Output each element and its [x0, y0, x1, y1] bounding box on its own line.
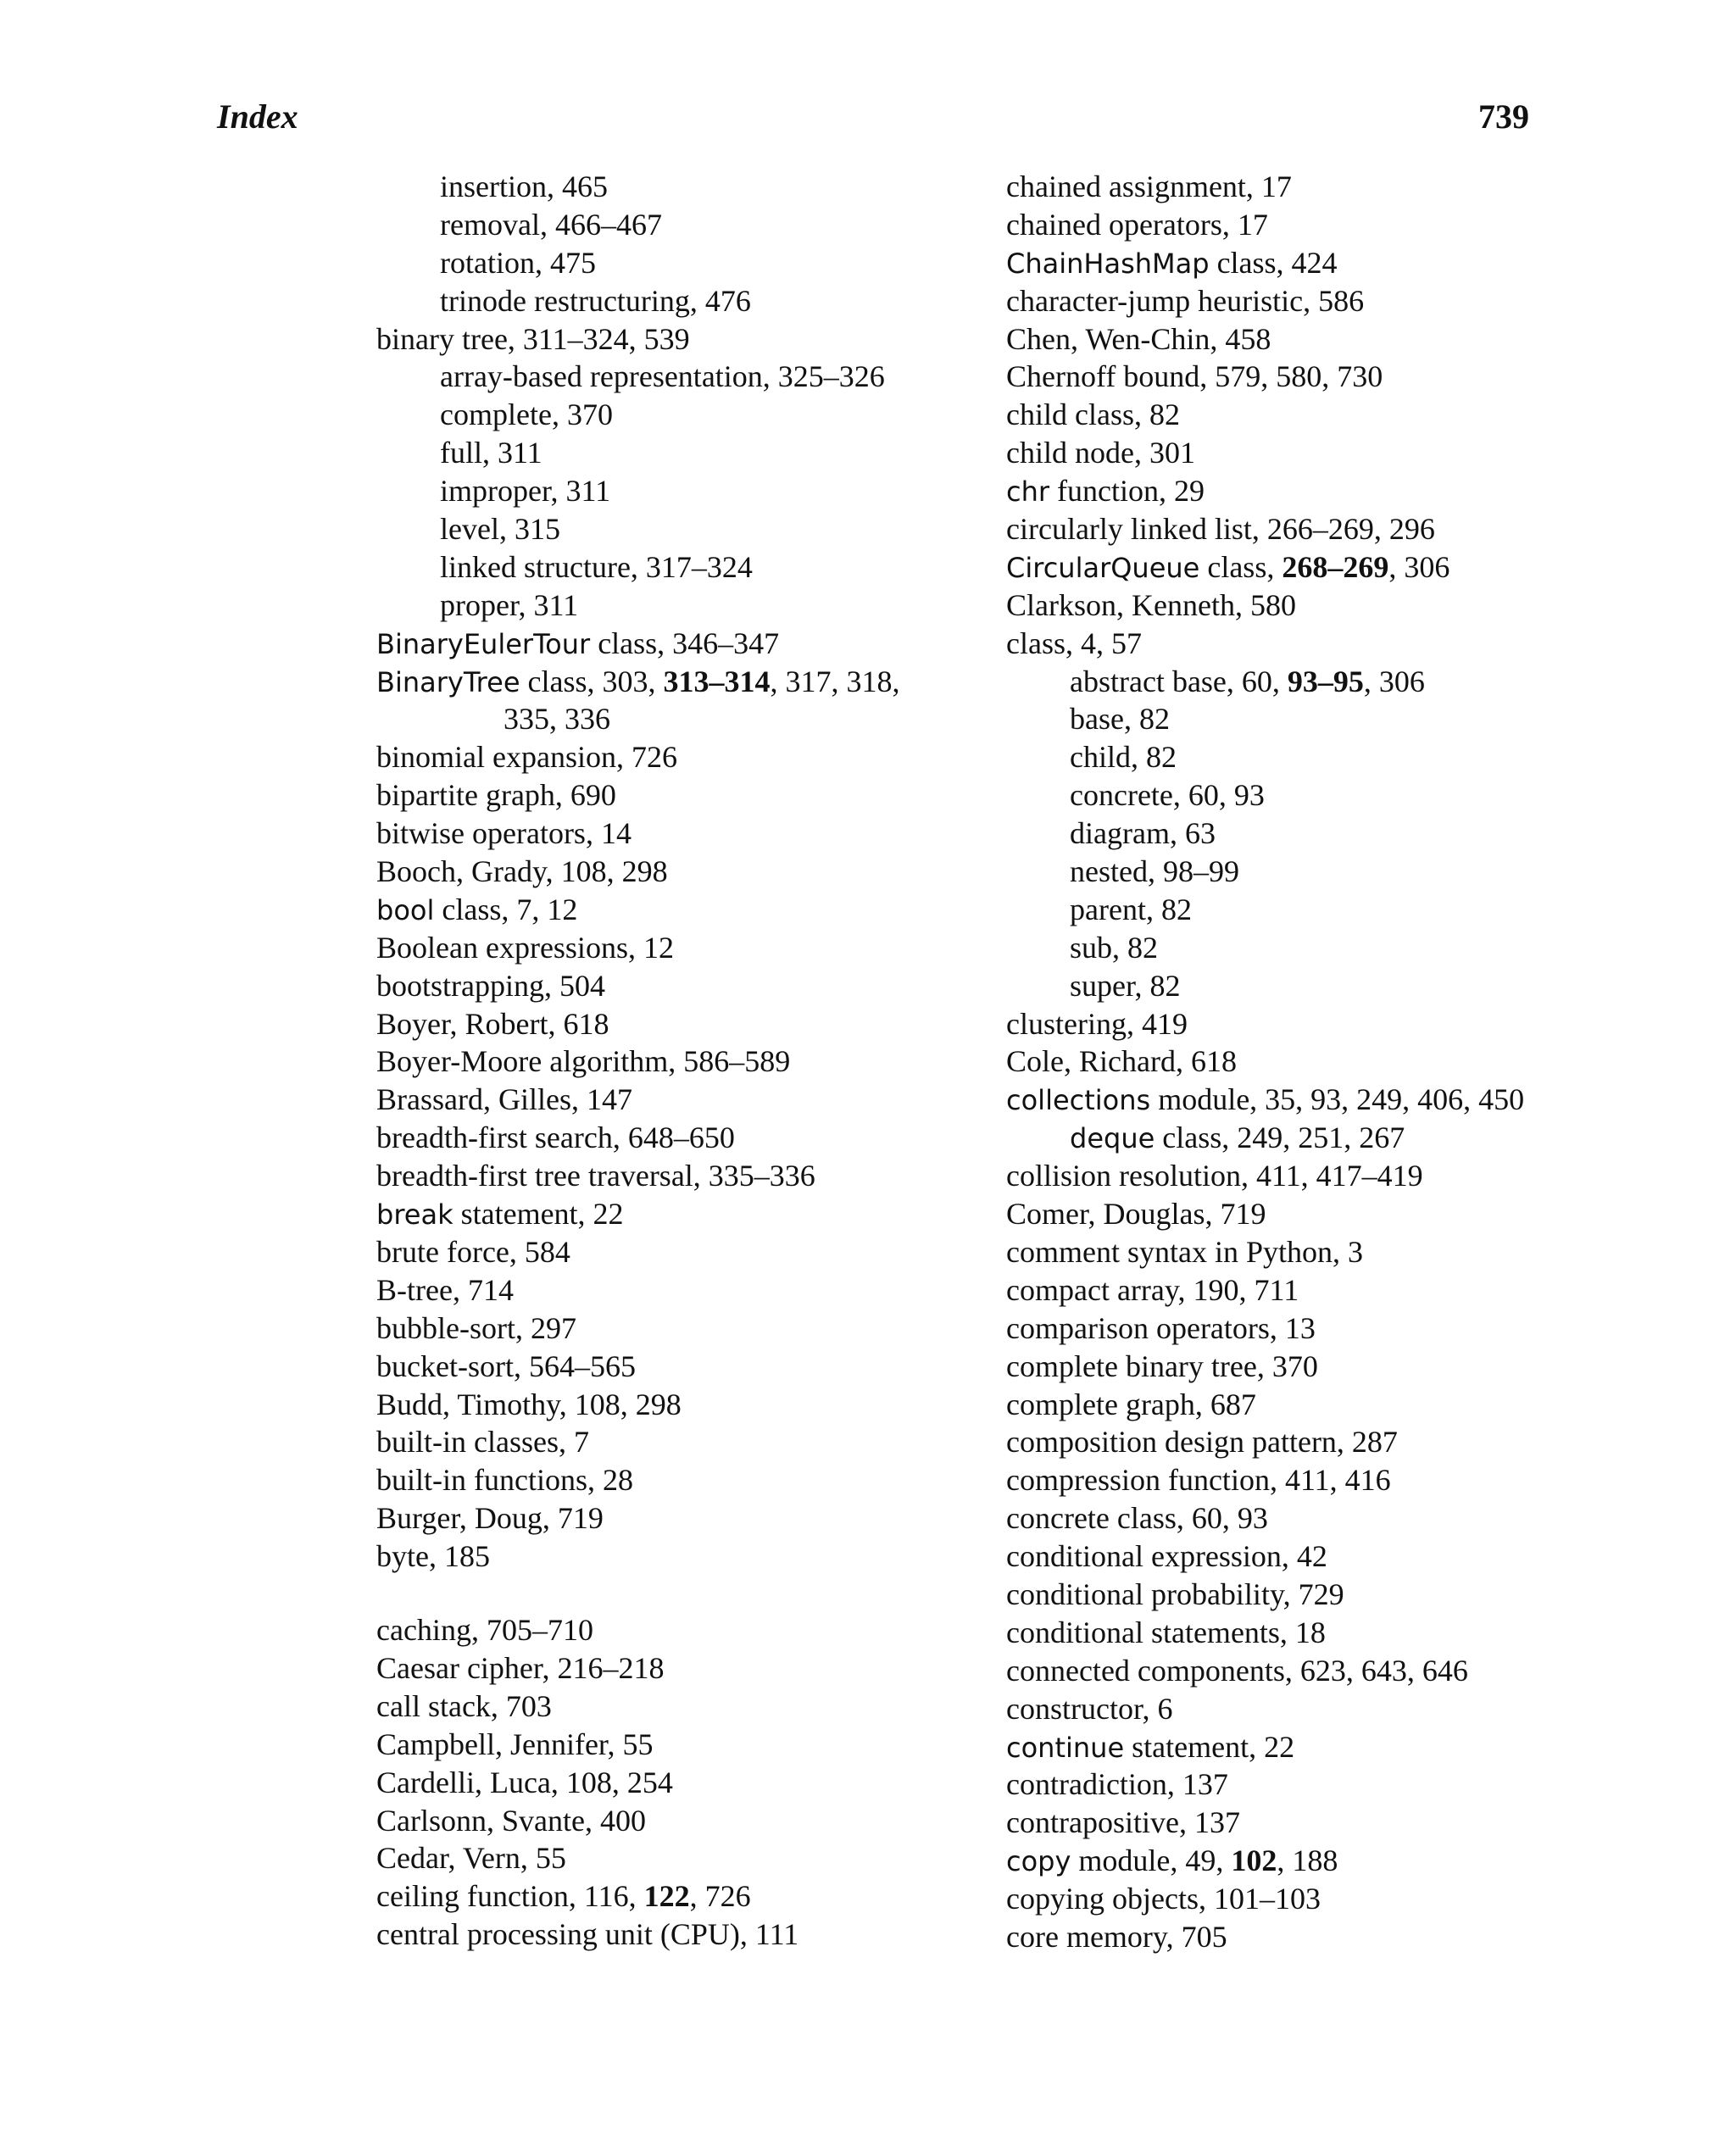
index-entry — [1006, 587, 1549, 625]
index-subentry — [1006, 967, 1549, 1005]
entry-text: bootstrapping, 504 — [376, 968, 605, 1003]
entry-text: complete binary tree, 370 — [1006, 1349, 1318, 1383]
code-keyword: continue — [1006, 1731, 1125, 1764]
index-entry — [376, 776, 987, 815]
code-keyword: BinaryEulerTour — [376, 627, 591, 660]
entry-text: clustering, 419 — [1006, 1006, 1188, 1041]
entry-text: child node, 301 — [1006, 436, 1195, 470]
index-subentry — [376, 282, 987, 320]
index-subentry — [376, 587, 987, 625]
entry-text: class, 303, — [520, 664, 664, 698]
index-entry — [1006, 434, 1549, 472]
entry-text: character-jump heuristic, 586 — [1006, 283, 1365, 318]
index-entry — [1006, 1233, 1549, 1271]
index-subentry — [376, 244, 987, 282]
primary-page-ref: 93–95 — [1287, 664, 1364, 698]
primary-page-ref: 122 — [643, 1879, 690, 1914]
code-keyword: copy — [1006, 1845, 1071, 1878]
index-subentry — [376, 358, 987, 396]
index-entry — [376, 1499, 987, 1538]
entry-text: class, 249, 251, 267 — [1155, 1121, 1405, 1155]
index-entry — [1006, 396, 1549, 434]
index-entry — [376, 967, 987, 1005]
index-entry — [376, 1764, 987, 1802]
entry-text: array-based representation, 325–326 — [440, 359, 885, 394]
primary-page-ref: 268–269 — [1282, 549, 1389, 584]
index-entry — [1006, 1348, 1549, 1386]
entry-text: trinode restructuring, 476 — [440, 283, 751, 318]
entry-text-tail: , 306 — [1388, 549, 1450, 584]
entry-text: ceiling function, 116, — [376, 1879, 644, 1914]
entry-text: chained operators, 17 — [1006, 207, 1268, 242]
index-entry — [1006, 548, 1549, 587]
index-entry — [1006, 1880, 1549, 1918]
entry-text: removal, 466–467 — [440, 207, 662, 242]
entry-text-tail: , 726 — [689, 1879, 751, 1914]
entry-text: Booch, Grady, 108, 298 — [376, 854, 668, 889]
index-entry — [376, 320, 987, 359]
entry-text: bucket-sort, 564–565 — [376, 1349, 636, 1383]
index-entry — [1006, 1386, 1549, 1424]
index-entry — [1006, 1081, 1549, 1119]
index-entry — [376, 1649, 987, 1688]
entry-text: binomial expansion, 726 — [376, 740, 677, 775]
entry-text: full, 311 — [440, 436, 542, 470]
index-entry — [1006, 320, 1549, 359]
index-entry — [376, 1081, 987, 1119]
entry-text: core memory, 705 — [1006, 1919, 1227, 1954]
index-entry — [376, 853, 987, 891]
entry-text: Chernoff bound, 579, 580, 730 — [1006, 359, 1383, 394]
index-entry — [1006, 510, 1549, 548]
entry-text: binary tree, 311–324, 539 — [376, 321, 690, 356]
index-subentry — [1006, 891, 1549, 929]
entry-text: improper, 311 — [440, 474, 611, 509]
entry-text: level, 315 — [440, 512, 560, 547]
entry-text: linked structure, 317–324 — [440, 549, 753, 584]
entry-text: central processing unit (CPU), 111 — [376, 1917, 799, 1952]
index-entry — [1006, 1538, 1549, 1576]
entry-text: Boyer, Robert, 618 — [376, 1006, 609, 1041]
index-entry — [1006, 244, 1549, 282]
entry-text: super, 82 — [1070, 968, 1181, 1003]
index-subentry — [1006, 815, 1549, 853]
index-entry — [376, 1688, 987, 1726]
index-entry — [1006, 358, 1549, 396]
index-subentry — [1006, 700, 1549, 738]
entry-text: function, 29 — [1049, 474, 1205, 509]
index-entry — [376, 1195, 987, 1233]
entry-text-tail: , 317, 318, — [770, 664, 900, 698]
entry-text: constructor, 6 — [1006, 1691, 1173, 1726]
index-subentry — [376, 510, 987, 548]
index-entry — [1006, 1271, 1549, 1310]
entry-text: Boyer-Moore algorithm, 586–589 — [376, 1044, 791, 1079]
entry-text: chained assignment, 17 — [1006, 170, 1292, 203]
index-subentry — [376, 206, 987, 244]
index-entry — [376, 1839, 987, 1877]
entry-text: insertion, 465 — [440, 170, 608, 203]
entry-text: Carlsonn, Svante, 400 — [376, 1803, 646, 1838]
entry-text: class, — [1199, 549, 1283, 584]
entry-text: Chen, Wen-Chin, 458 — [1006, 321, 1271, 356]
index-entry — [376, 738, 987, 776]
index-entry — [376, 1538, 987, 1576]
entry-text-tail: , 188 — [1277, 1843, 1338, 1878]
code-keyword: bool — [376, 893, 435, 926]
index-entry — [376, 1877, 987, 1916]
primary-page-ref: 313–314 — [663, 664, 771, 698]
entry-text: collision resolution, 411, 417–419 — [1006, 1159, 1423, 1193]
entry-text: class, 346–347 — [590, 626, 780, 660]
entry-text-tail: , 306 — [1363, 664, 1425, 698]
entry-text: Budd, Timothy, 108, 298 — [376, 1387, 682, 1421]
index-entry — [376, 1802, 987, 1840]
entry-text: concrete class, 60, 93 — [1006, 1501, 1268, 1536]
entry-text: rotation, 475 — [440, 245, 596, 280]
entry-text: built-in classes, 7 — [376, 1425, 589, 1460]
index-entry — [376, 1348, 987, 1386]
index-entry — [1006, 1157, 1549, 1195]
entry-text: proper, 311 — [440, 587, 579, 622]
entry-text: contradiction, 137 — [1006, 1767, 1228, 1802]
entry-text: connected components, 623, 643, 646 — [1006, 1653, 1468, 1688]
index-entry — [1006, 206, 1549, 244]
index-column-right — [1006, 168, 1549, 1956]
index-entry — [1006, 1461, 1549, 1499]
entry-text: call stack, 703 — [376, 1688, 552, 1723]
entry-text: bipartite graph, 690 — [376, 778, 616, 813]
index-entry — [376, 625, 987, 663]
entry-text: comment syntax in Python, 3 — [1006, 1234, 1363, 1269]
entry-text: child class, 82 — [1006, 398, 1180, 432]
entry-text: child, 82 — [1070, 740, 1177, 775]
entry-text: brute force, 584 — [376, 1234, 570, 1269]
code-keyword: ChainHashMap — [1006, 247, 1210, 280]
index-entry — [1006, 625, 1549, 663]
code-keyword: break — [376, 1198, 453, 1232]
code-keyword: BinaryTree — [376, 665, 520, 698]
index-entry — [376, 1726, 987, 1764]
index-entry — [376, 929, 987, 967]
index-entry — [376, 1271, 987, 1310]
index-subentry — [376, 472, 987, 510]
primary-page-ref: 102 — [1231, 1843, 1277, 1878]
index-column-left — [376, 168, 987, 1954]
index-subentry — [376, 168, 987, 206]
entry-text: Caesar cipher, 216–218 — [376, 1650, 665, 1685]
index-entry — [1006, 1423, 1549, 1461]
index-entry — [376, 663, 987, 701]
entry-text: Boolean expressions, 12 — [376, 930, 674, 965]
entry-text: module, 35, 93, 249, 406, 450 — [1150, 1082, 1525, 1117]
entry-text: bubble-sort, 297 — [376, 1310, 576, 1345]
index-entry-continuation — [376, 700, 987, 738]
code-keyword: deque — [1070, 1122, 1155, 1155]
entry-text: sub, 82 — [1070, 930, 1159, 965]
index-entry — [1006, 1576, 1549, 1614]
code-keyword: CircularQueue — [1006, 551, 1200, 584]
index-entry — [376, 1423, 987, 1461]
index-entry — [376, 1157, 987, 1195]
entry-text: diagram, 63 — [1070, 816, 1216, 851]
index-entry — [376, 891, 987, 929]
index-entry — [1006, 1842, 1549, 1880]
entry-text: composition design pattern, 287 — [1006, 1425, 1398, 1460]
entry-text: Cardelli, Luca, 108, 254 — [376, 1765, 673, 1799]
index-subentry — [1006, 738, 1549, 776]
entry-text: class, 7, 12 — [434, 892, 578, 926]
entry-text: breadth-first tree traversal, 335–336 — [376, 1159, 815, 1193]
entry-text: compression function, 411, 416 — [1006, 1463, 1391, 1498]
entry-text: complete, 370 — [440, 398, 613, 432]
entry-text: conditional probability, 729 — [1006, 1577, 1344, 1611]
entry-text: nested, 98–99 — [1070, 854, 1239, 889]
index-entry — [376, 1119, 987, 1157]
entry-text: Campbell, Jennifer, 55 — [376, 1727, 654, 1761]
index-entry — [376, 1310, 987, 1348]
entry-text: base, 82 — [1070, 702, 1170, 737]
entry-text: Comer, Douglas, 719 — [1006, 1197, 1266, 1232]
index-entry — [1006, 1652, 1549, 1690]
entry-text: statement, 22 — [1124, 1729, 1295, 1764]
entry-text: module, 49, — [1071, 1843, 1232, 1878]
entry-text: complete graph, 687 — [1006, 1387, 1256, 1421]
index-entry — [1006, 1043, 1549, 1081]
entry-text: B-tree, 714 — [376, 1272, 514, 1307]
index-subentry — [376, 434, 987, 472]
entry-text: class, 4, 57 — [1006, 626, 1142, 660]
entry-text: concrete, 60, 93 — [1070, 778, 1265, 813]
code-keyword: collections — [1006, 1084, 1151, 1117]
index-entry — [1006, 1804, 1549, 1842]
index-entry — [376, 1043, 987, 1081]
running-head-title: Index — [217, 97, 298, 136]
index-entry — [1006, 1005, 1549, 1043]
index-subentry — [1006, 853, 1549, 891]
index-subentry — [1006, 776, 1549, 815]
entry-text: conditional statements, 18 — [1006, 1615, 1326, 1649]
code-keyword: chr — [1006, 475, 1050, 509]
entry-text: parent, 82 — [1070, 892, 1192, 926]
entry-text: breadth-first search, 648–650 — [376, 1121, 735, 1155]
index-subentry — [1006, 663, 1549, 701]
entry-text: abstract base, 60, — [1070, 664, 1288, 698]
index-entry — [1006, 472, 1549, 510]
index-subentry — [1006, 929, 1549, 967]
entry-text: Brassard, Gilles, 147 — [376, 1082, 632, 1117]
entry-text: bitwise operators, 14 — [376, 816, 632, 851]
index-entry — [1006, 1766, 1549, 1804]
entry-text: circularly linked list, 266–269, 296 — [1006, 512, 1435, 547]
index-entry — [1006, 1614, 1549, 1652]
index-entry — [1006, 1690, 1549, 1728]
entry-text: built-in functions, 28 — [376, 1463, 633, 1498]
index-entry — [1006, 1499, 1549, 1538]
entry-text: contrapositive, 137 — [1006, 1805, 1240, 1840]
index-entry — [376, 1916, 987, 1954]
entry-text: class, 424 — [1209, 245, 1338, 280]
entry-text: conditional expression, 42 — [1006, 1539, 1327, 1574]
index-entry — [1006, 282, 1549, 320]
index-entry — [1006, 1728, 1549, 1766]
entry-text: 335, 336 — [504, 702, 610, 737]
index-subentry — [376, 548, 987, 587]
index-entry — [376, 1386, 987, 1424]
index-subentry — [376, 396, 987, 434]
entry-text: statement, 22 — [453, 1197, 624, 1232]
entry-text: comparison operators, 13 — [1006, 1310, 1316, 1345]
entry-text: compact array, 190, 711 — [1006, 1272, 1299, 1307]
index-entry — [376, 1576, 987, 1649]
entry-text: caching, 705–710 — [376, 1612, 593, 1647]
index-subentry — [1006, 1119, 1549, 1157]
index-entry — [376, 1005, 987, 1043]
entry-text: Clarkson, Kenneth, 580 — [1006, 587, 1296, 622]
entry-text: byte, 185 — [376, 1539, 490, 1574]
index-entry — [1006, 1918, 1549, 1956]
index-entry — [376, 815, 987, 853]
index-entry — [376, 1461, 987, 1499]
index-entry — [1006, 1310, 1549, 1348]
page-number: 739 — [1478, 97, 1529, 136]
entry-text: copying objects, 101–103 — [1006, 1882, 1321, 1916]
entry-text: Cole, Richard, 618 — [1006, 1044, 1237, 1079]
index-entry — [376, 1233, 987, 1271]
entry-text: Burger, Doug, 719 — [376, 1501, 604, 1536]
entry-text: Cedar, Vern, 55 — [376, 1841, 566, 1876]
index-entry — [1006, 168, 1549, 206]
index-entry — [1006, 1195, 1549, 1233]
